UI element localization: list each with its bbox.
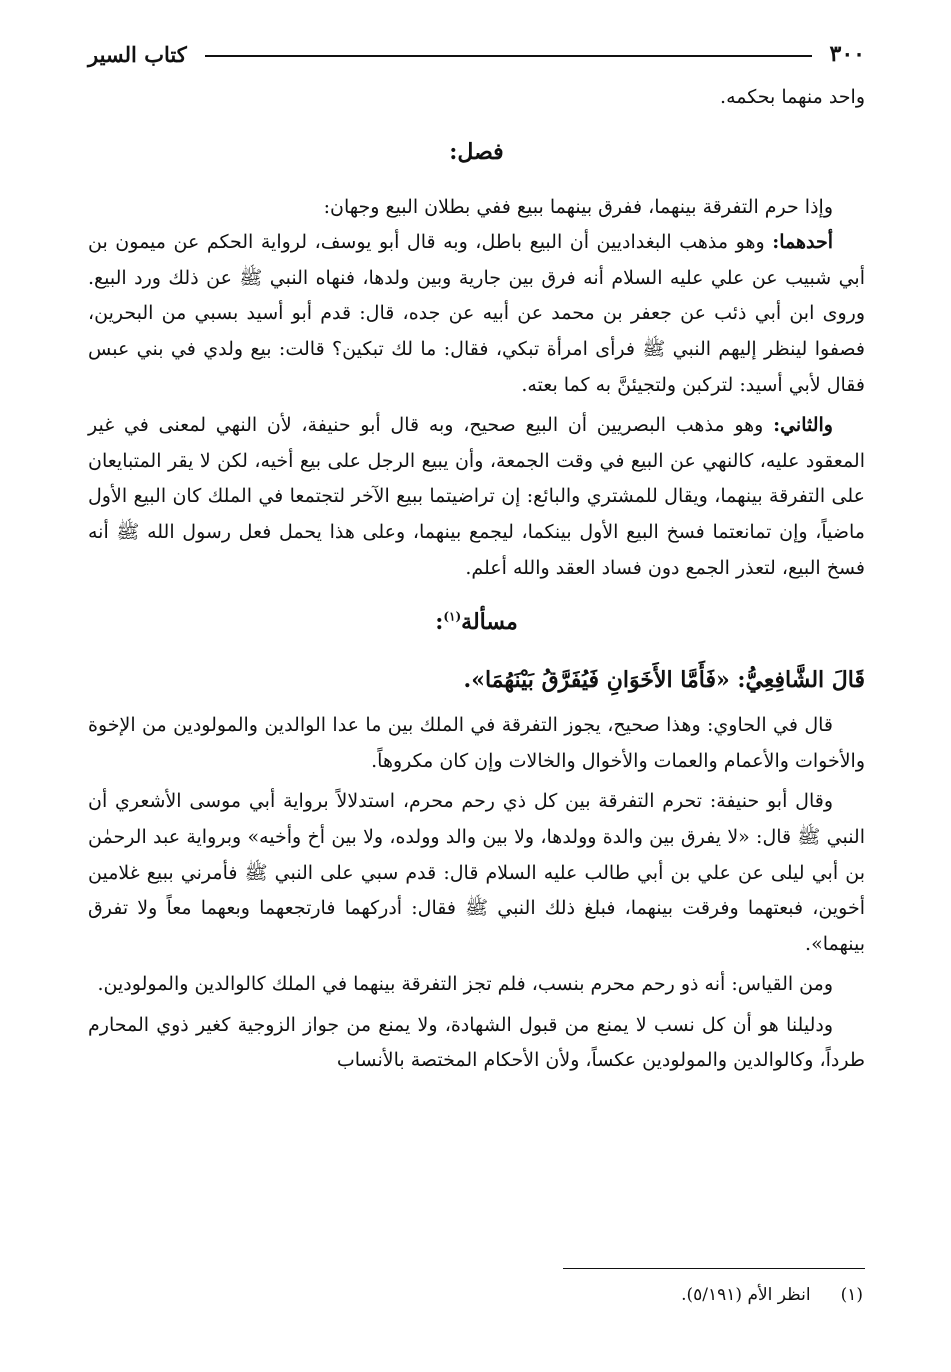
paragraph-hawi: قال في الحاوي: وهذا صحيح، يجوز التفرقة في الملك بين ما عدا الوالدين والمولودين من الإخوة والأخوات والأعمام والعمات والأخوال والخالات وإن كان مكروهاً. (88, 714, 865, 772)
paragraph-continuation: واحد منهما بحكمه. (720, 86, 865, 108)
header-rule (205, 55, 812, 57)
page-header (88, 36, 865, 72)
footnote-number: (١) (840, 1285, 863, 1305)
paragraph-qiyas: ومن القياس: أنه ذو رحم محرم بنسب، فلم تجز التفرقة بينهما في الملك كالوالدين والمولودين. (97, 973, 833, 996)
page-number: ٣٠٠ (829, 41, 865, 67)
footnote-ref: (١) (443, 609, 462, 624)
paragraph-abu-hanifa: وقال أبو حنيفة: تحرم التفرقة بين كل ذي رحم محرم، استدلالاً برواية أبي موسى الأشعري أن النبي ﷺ قال: «لا يفرق بين والدة وولدها، ولا بين والد وولده، ولا بين أخ وأخيه» وبرواية عبد الرحمٰن بن أبي ليلى عن علي بن أبي طالب عليه السلام قال: قدم سبي على النبي ﷺ فأمرني ببيع غلامين أخوين، فبعتهما وفرقت بينهما، فبلغ ذلك النبي ﷺ فقال: أدركهما فارتجعهما وبعهما معاً ولا تفرق بينهما». (88, 790, 865, 955)
paragraph-second-view (88, 408, 865, 586)
term-second: والثاني: (773, 414, 833, 437)
paragraph-intro: وإذا حرم التفرقة بينهما، ففرق بينهما ببيع ففي بطلان البيع وجهان: (323, 195, 833, 218)
page-body (88, 80, 865, 1079)
first-view-text: وهو مذهب البغداديين أن البيع باطل، وبه قال أبو يوسف، لرواية الحكم عن ميمون بن أبي شبيب عن علي عليه السلام أنه فرق بين جارية وبين ولدها، فنهاه النبي ﷺ عن ذلك ورد البيع. وروى ابن أبي ذئب عن جعفر بن محمد عن أبيه عن جده، قال: قدم أبو أسيد بسبي من البحرين، فصفوا لينظر إليهم النبي ﷺ فرأى امرأة تبكي، فقال: ما لك تبكين؟ قالت: بيع ولدي في بني عبس فقال لأبي أسيد: لتركبن ولتجيئنَّ به كما بعته. (88, 231, 865, 396)
masala-label: مسألة (461, 609, 518, 636)
section-heading-masala (88, 602, 865, 642)
section-heading-fasl: فصل: (449, 138, 504, 165)
paragraph-evidence: ودليلنا هو أن كل نسب لا يمنع من قبول الشهادة، ولا يمنع من جواز الزوجية كغير ذوي المحارم طرداً، وكالوالدين والمولودين عكساً، ولأن الأحكام المختصة بالأنساب (88, 1013, 865, 1072)
book-title: كتاب السير (88, 41, 187, 67)
masala-colon: : (435, 609, 444, 636)
footnote-rule (563, 1268, 865, 1269)
paragraph-first-view (88, 225, 865, 403)
second-view-text: وهو مذهب البصريين أن البيع صحيح، وبه قال أبو حنيفة، لأن النهي لمعنى في غير المعقود عليه، كالنهي عن البيع في وقت الجمعة، وأن يبيع الرجل على بيع أخيه، لكن لا يقر المتبايعان على التفرقة بينهما، ويقال للمشتري والبائع: إن تراضيتما ببيع الآخر لتجتمعا في الملك كان البيع الأول ماضياً، وإن تمانعتما فسخ البيع الأول بينكما، ليجمع بينهما، وعلى هذا يحمل فعل رسول الله ﷺ أنه فسخ البيع، لتعذر الجمع دون فساد العقد والله أعلم. (88, 414, 865, 579)
footnote-text: انظر الأم (٥/١٩١). (681, 1285, 811, 1305)
shafii-quote: قَالَ الشَّافِعِيُّ: «فَأَمَّا الأَخَوَانِ فَيُفَرَّقُ بَيْنَهُمَا». (463, 667, 865, 694)
term-first: أحدهما: (772, 231, 833, 254)
footnote (681, 1282, 863, 1308)
